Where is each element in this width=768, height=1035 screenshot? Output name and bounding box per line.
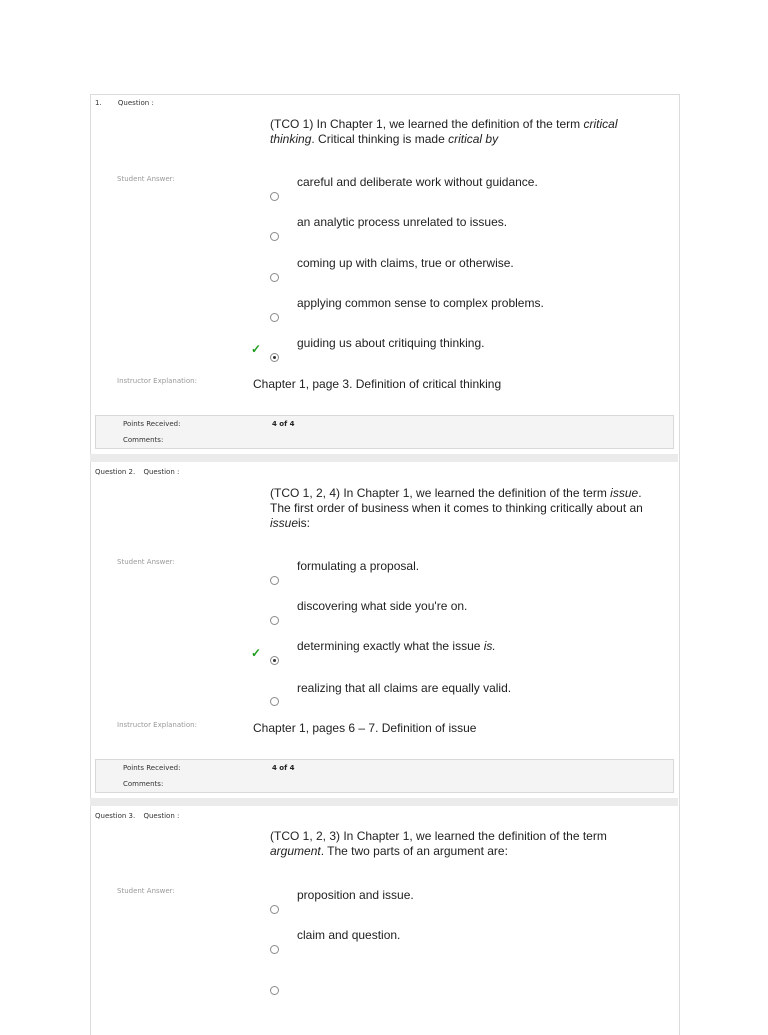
option-label: applying common sense to complex problems.: [297, 296, 544, 310]
question-term: argument: [270, 844, 321, 858]
comments-label: Comments:: [123, 780, 164, 788]
question-term: issue: [610, 486, 639, 500]
points-received-label: Points Received:: [123, 420, 181, 428]
question-text-part: (TCO 1) In Chapter 1, we learned the definition of the term: [270, 117, 584, 131]
answer-radio[interactable]: [270, 313, 279, 322]
student-answer-label: Student Answer:: [117, 558, 175, 566]
option-label: formulating a proposal.: [297, 559, 420, 573]
option-label: careful and deliberate work without guidance.: [297, 175, 538, 189]
correct-check-icon: ✓: [251, 342, 262, 356]
answer-radio[interactable]: [270, 576, 279, 585]
points-value: 4 of 4: [272, 420, 295, 428]
option-label: coming up with claims, true or otherwise.: [297, 256, 514, 270]
question-2-header: [95, 468, 179, 476]
points-box: [95, 759, 674, 793]
instructor-explanation-label: Instructor Explanation:: [117, 377, 197, 385]
question-label: Question :: [143, 812, 180, 820]
answer-radio[interactable]: [270, 986, 279, 995]
option-label: discovering what side you're on.: [297, 599, 468, 613]
option-label: guiding us about critiquing thinking.: [297, 336, 485, 350]
question-3-header: [95, 812, 179, 820]
instructor-explanation-label: Instructor Explanation:: [117, 721, 197, 729]
question-number: Question 3.: [95, 812, 136, 820]
answer-radio[interactable]: [270, 697, 279, 706]
question-label: Question :: [143, 468, 180, 476]
question-text-part: . The first order of business when it comes to thinking critically about an: [270, 486, 643, 515]
instructor-explanation: Chapter 1, pages 6 – 7. Definition of issue: [253, 721, 477, 735]
comments-label: Comments:: [123, 436, 164, 444]
answer-radio-selected[interactable]: [270, 353, 279, 362]
answer-radio[interactable]: [270, 192, 279, 201]
option-label: realizing that all claims are equally valid.: [297, 681, 512, 695]
instructor-explanation: Chapter 1, page 3. Definition of critical thinking: [253, 377, 502, 391]
question-text-part: . Critical thinking is made: [311, 132, 449, 146]
question-text-part: (TCO 1, 2, 4) In Chapter 1, we learned the definition of the term: [270, 486, 611, 500]
answer-radio[interactable]: [270, 905, 279, 914]
question-separator: [90, 454, 678, 462]
points-box: [95, 415, 674, 449]
option-label: an analytic process unrelated to issues.: [297, 215, 508, 229]
question-term: critical by: [448, 132, 499, 146]
question-number: 1.: [95, 99, 102, 107]
option-label: claim and question.: [297, 928, 401, 942]
question-2-text: [270, 486, 650, 531]
answer-radio[interactable]: [270, 232, 279, 241]
answer-radio-selected[interactable]: [270, 656, 279, 665]
correct-check-icon: ✓: [251, 646, 262, 660]
option-italic-suffix: is.: [483, 639, 496, 653]
question-1-header: [95, 99, 154, 107]
option-label-with-italic: [297, 639, 496, 653]
option-label: proposition and issue.: [297, 888, 414, 902]
question-1-text: [270, 117, 650, 147]
question-3-text: [270, 829, 610, 859]
student-answer-label: Student Answer:: [117, 175, 175, 183]
student-answer-label: Student Answer:: [117, 887, 175, 895]
question-label: Question :: [117, 99, 154, 107]
question-text-part: (TCO 1, 2, 3) In Chapter 1, we learned the definition of the term: [270, 829, 607, 843]
question-separator: [90, 798, 678, 806]
answer-radio[interactable]: [270, 616, 279, 625]
question-term: critical thinking: [270, 117, 618, 146]
question-number: Question 2.: [95, 468, 136, 476]
option-label: determining exactly what the issue: [297, 639, 484, 653]
answer-radio[interactable]: [270, 273, 279, 282]
points-received-label: Points Received:: [123, 764, 181, 772]
points-value: 4 of 4: [272, 764, 295, 772]
question-text-part: . The two parts of an argument are:: [320, 844, 508, 858]
question-term: issue: [270, 516, 299, 530]
question-text-part: is:: [298, 516, 311, 530]
answer-radio[interactable]: [270, 945, 279, 954]
